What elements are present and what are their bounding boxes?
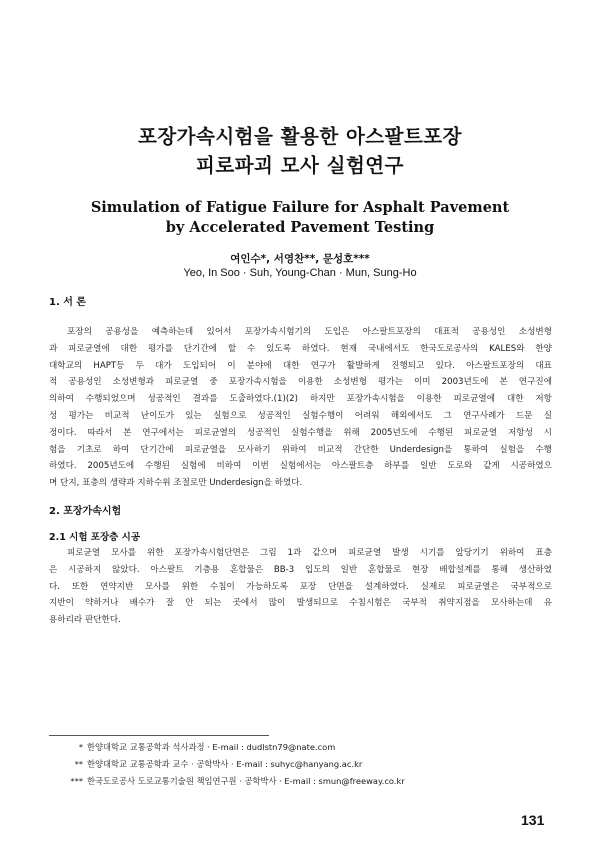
- footnote-divider: [49, 735, 269, 736]
- page-number: 131: [521, 812, 545, 828]
- body-line: 험을 기초로 하여 단기간에 피로균열을 모사하기 위하여 비교적 간단한 Underdesign을 통하여 실험을 수행: [49, 444, 552, 455]
- body-line: 적 공용성인 소성변형과 피로균열 중 포장가속시험을 이용한 소성변형 평가는 이미 2003년도에 본 연구진에: [49, 377, 552, 388]
- footnote-2: [63, 758, 362, 770]
- footnote-mark: **: [74, 759, 83, 769]
- introduction-paragraph: [49, 324, 552, 492]
- body-line: 대학교의 HAPT등 두 대가 도입되어 이 분야에 대한 연구가 활발하게 진행되고 있다. 아스팔트포장의 대표: [49, 360, 552, 371]
- section-heading-introduction: 1. 서 론: [49, 297, 87, 308]
- body-line: 다. 또한 연약지반 모사를 위한 수침이 가능하도록 포장 단면을 설계하였다. 실제로 피로균열은 국부적으로: [49, 581, 552, 592]
- body-line: 며 단지, 표층의 생략과 지하수위 조절로만 Underdesign을 하였다.: [49, 478, 303, 489]
- authors-english: Yeo, In Soo · Suh, Young-Chan · Mun, Sung-Ho: [183, 267, 417, 279]
- footnote-text: 한국도로공사 도로교통기술원 책임연구원 · 공학박사 · E-mail : smun@freeway.co.kr: [87, 776, 405, 786]
- title-korean-line-2: 피로파괴 모사 실험연구: [196, 154, 404, 177]
- body-line: 의하여 수행되었으며 성공적인 결과를 도출하였다.(1)(2) 하지만 포장가속시험을 이용한 피로균열에 대한 저항: [49, 394, 552, 405]
- title-korean-line-1: 포장가속시험을 활용한 아스팔트포장: [138, 125, 462, 148]
- title-english-line-1: Simulation of Fatigue Failure for Asphalt Pavement: [90, 199, 510, 216]
- body-line: 지반이 약하거나 배수가 잘 안 되는 곳에서 많이 발생되므로 수침시험은 국부적 취약지점을 모사하는데 유: [49, 598, 552, 609]
- authors-korean: 여인수*, 서영찬**, 문성호***: [230, 253, 370, 265]
- body-line: 정이다. 따라서 본 연구에서는 피로균열의 성공적인 실험수행을 위해 2005년도에 수행된 피로균열 저항성 시: [49, 427, 552, 438]
- footnote-mark: ***: [70, 776, 83, 786]
- subsection-heading-construction: 2.1 시험 포장층 시공: [49, 532, 140, 543]
- body-line: 과 피로균열에 대한 평가를 단기간에 할 수 있도록 하였다. 현재 국내에서도 한국도로공사의 KALES와 한양: [49, 343, 552, 354]
- footnote-3: [63, 775, 405, 787]
- section-heading-apt: 2. 포장가속시험: [49, 506, 122, 517]
- footnote-text: 한양대학교 교통공학과 석사과정 · E-mail : dudlstn79@nate.com: [87, 742, 336, 752]
- body-line: 성 평가는 비교적 난이도가 있는 실험으로 성공적인 실험수행이 어려워 해외에서도 그 연구사례가 드문 실: [49, 410, 552, 421]
- body-line: 피로균열 모사를 위한 포장가속시험단면은 그림 1과 같으며 피로균열 발생 시기를 앞당기기 위하여 표층: [67, 548, 552, 558]
- footnote-text: 한양대학교 교통공학과 교수 · 공학박사 · E-mail : suhyc@hanyang.ac.kr: [87, 759, 363, 769]
- body-line: 용하리라 판단한다.: [49, 615, 121, 626]
- footnote-1: [63, 741, 335, 753]
- title-english-line-2: by Accelerated Pavement Testing: [165, 219, 435, 236]
- body-line: 포장의 공용성을 예측하는데 있어서 포장가속시험기의 도입은 아스팔트포장의 대표적 공용성인 소성변형: [67, 327, 552, 337]
- footnote-mark: *: [78, 742, 83, 752]
- body-line: 은 시공하지 않았다. 아스팔트 기층용 혼합물은 BB-3 입도의 일반 혼합물로 현장 배합설계를 통해 생산하였: [49, 564, 552, 575]
- construction-paragraph: [49, 545, 552, 629]
- body-line: 하였다. 2005년도에 수행된 실험에 비하여 이번 실험에서는 아스팔트층 하부를 일반 도로와 같게 시공하였으: [49, 461, 552, 472]
